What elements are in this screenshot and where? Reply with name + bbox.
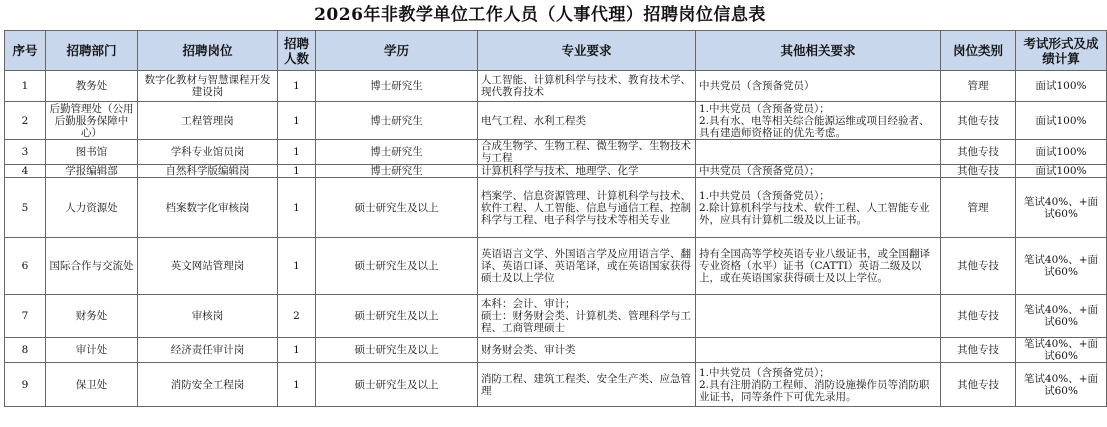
table-row [5,238,1107,295]
cell-num: 1 [278,71,316,102]
cell-exam: 面试100% [1016,102,1107,140]
cell-post: 工程管理岗 [138,102,278,140]
header-dept: 招聘部门 [46,31,138,71]
cell-dept: 国际合作与交流处 [46,238,138,295]
table-row [5,165,1107,178]
cell-exam: 面试100% [1016,140,1107,165]
cell-dept: 人力资源处 [46,178,138,238]
cell-num: 1 [278,102,316,140]
cell-major: 电气工程、水利工程类 [478,102,696,140]
cell-no: 8 [5,338,46,363]
cell-edu: 硕士研究生及以上 [316,363,478,407]
header-post: 招聘岗位 [138,31,278,71]
cell-edu: 博士研究生 [316,71,478,102]
cell-exam: 面试100% [1016,71,1107,102]
table-row [5,338,1107,363]
cell-other: 1.中共党员（含预备党员）； 2.具有注册消防工程师、消防设施操作员等消防职业证书，同等条件下可优先录用。 [696,363,941,407]
cell-other [696,295,941,338]
cell-post: 经济责任审计岗 [138,338,278,363]
cell-edu: 博士研究生 [316,140,478,165]
cell-other: 1.中共党员（含预备党员）； 2.具有水、电等相关综合能源运维或项目经验者、具有建造师资格证的优先考虑。 [696,102,941,140]
cell-exam: 笔试40%、+面试60% [1016,295,1107,338]
cell-num: 1 [278,363,316,407]
cell-edu: 硕士研究生及以上 [316,295,478,338]
cell-post: 英文网站管理岗 [138,238,278,295]
cell-num: 1 [278,178,316,238]
cell-post: 自然科学版编辑岗 [138,165,278,178]
cell-edu: 博士研究生 [316,165,478,178]
header-edu: 学历 [316,31,478,71]
cell-dept: 教务处 [46,71,138,102]
cell-edu: 硕士研究生及以上 [316,338,478,363]
cell-no: 2 [5,102,46,140]
cell-dept: 图书馆 [46,140,138,165]
cell-exam: 面试100% [1016,165,1107,178]
header-other: 其他相关要求 [696,31,941,71]
table-row [5,71,1107,102]
cell-category: 其他专技 [941,338,1016,363]
cell-post: 档案数字化审核岗 [138,178,278,238]
cell-num: 2 [278,295,316,338]
cell-category: 其他专技 [941,102,1016,140]
cell-post: 消防安全工程岗 [138,363,278,407]
cell-num: 1 [278,140,316,165]
cell-other: 中共党员（含预备党员）； [696,165,941,178]
cell-other [696,140,941,165]
header-category: 岗位类别 [941,31,1016,71]
cell-edu: 硕士研究生及以上 [316,238,478,295]
cell-post: 审核岗 [138,295,278,338]
header-num: 招聘人数 [278,31,316,71]
cell-major: 消防工程、建筑工程类、安全生产类、应急管理 [478,363,696,407]
cell-exam: 笔试40%、+面试60% [1016,338,1107,363]
cell-major: 合成生物学、生物工程、微生物学、生物技术与工程 [478,140,696,165]
header-no: 序号 [5,31,46,71]
table-row [5,140,1107,165]
table-row [5,363,1107,407]
cell-no: 5 [5,178,46,238]
cell-category: 其他专技 [941,295,1016,338]
header-major: 专业要求 [478,31,696,71]
cell-exam: 笔试40%、+面试60% [1016,363,1107,407]
header-exam: 考试形式及成绩计算 [1016,31,1107,71]
cell-category: 其他专技 [941,140,1016,165]
page-title: 2026年非教学单位工作人员（人事代理）招聘岗位信息表 [314,5,766,25]
cell-category: 其他专技 [941,165,1016,178]
cell-category: 其他专技 [941,238,1016,295]
cell-major: 英语语言文学、外国语言学及应用语言学、翻译、英语口译、英语笔译，或在英语国家获得硕士及以上学位 [478,238,696,295]
cell-no: 7 [5,295,46,338]
cell-num: 1 [278,165,316,178]
cell-dept: 审计处 [46,338,138,363]
cell-no: 3 [5,140,46,165]
cell-other: 持有全国高等学校英语专业八级证书，或全国翻译专业资格（水平）证书（CATTI）英语二级及以上，或在英语国家获得硕士及以上学位。 [696,238,941,295]
cell-major: 人工智能、计算机科学与技术、教育技术学、现代教育技术 [478,71,696,102]
cell-major: 财务财会类、审计类 [478,338,696,363]
cell-num: 1 [278,338,316,363]
cell-dept: 财务处 [46,295,138,338]
header-row [5,31,1107,71]
recruitment-table [4,30,1107,407]
cell-no: 4 [5,165,46,178]
cell-dept: 保卫处 [46,363,138,407]
cell-category: 管理 [941,178,1016,238]
cell-edu: 硕士研究生及以上 [316,178,478,238]
cell-category: 管理 [941,71,1016,102]
cell-edu: 博士研究生 [316,102,478,140]
cell-no: 9 [5,363,46,407]
cell-post: 数字化教材与智慧课程开发建设岗 [138,71,278,102]
cell-exam: 笔试40%、+面试60% [1016,238,1107,295]
table-body [5,71,1107,407]
cell-no: 1 [5,71,46,102]
cell-num: 1 [278,238,316,295]
cell-post: 学科专业馆员岗 [138,140,278,165]
cell-other: 1.中共党员（含预备党员）； 2.除计算机科学与技术、软件工程、人工智能专业外，应具有计算机二级及以上证书。 [696,178,941,238]
table-row [5,102,1107,140]
cell-category: 其他专技 [941,363,1016,407]
table-row [5,178,1107,238]
cell-other: 中共党员（含预备党员） [696,71,941,102]
cell-dept: 学报编辑部 [46,165,138,178]
cell-no: 6 [5,238,46,295]
cell-major: 档案学、信息资源管理、计算机科学与技术、软件工程、人工智能、信息与通信工程、控制科学与工程、电子科学与技术等相关专业 [478,178,696,238]
cell-other [696,338,941,363]
table-row [5,295,1107,338]
cell-exam: 笔试40%、+面试60% [1016,178,1107,238]
cell-major: 本科：会计、审计； 硕士：财务财会类、计算机类、管理科学与工程、工商管理硕士 [478,295,696,338]
cell-major: 计算机科学与技术、地理学、化学 [478,165,696,178]
cell-dept: 后勤管理处（公用后勤服务保障中心） [46,102,138,140]
